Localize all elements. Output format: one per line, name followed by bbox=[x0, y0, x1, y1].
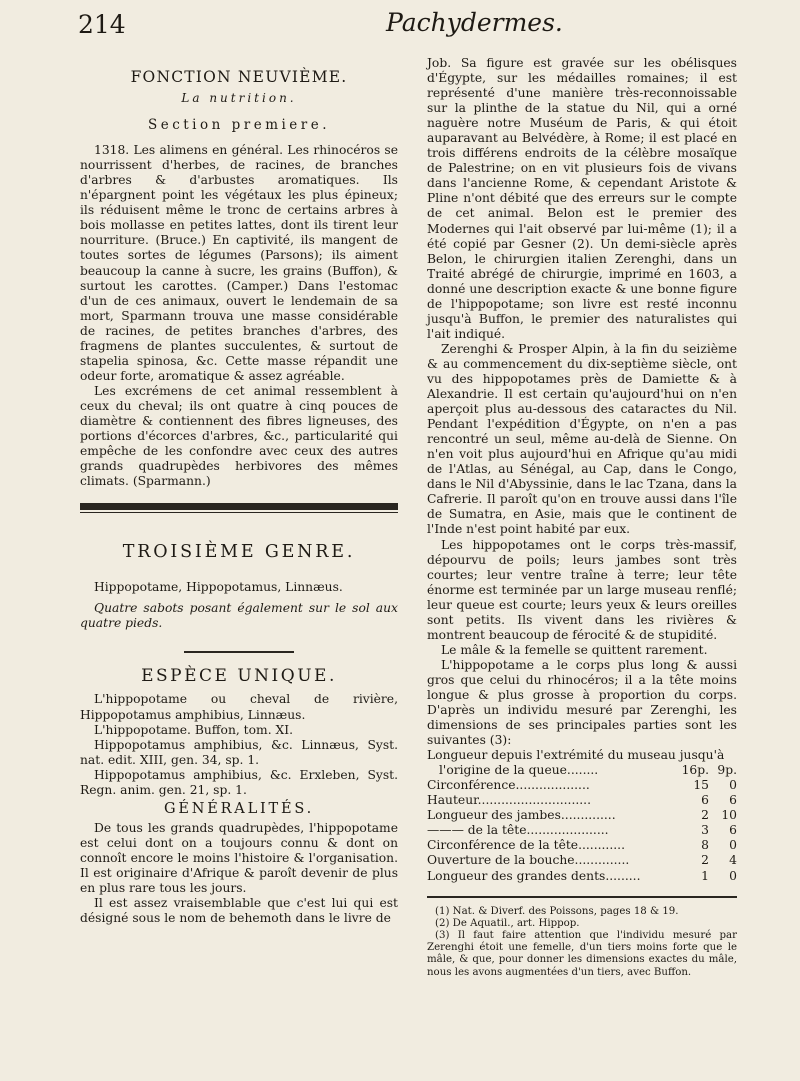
synonym-3: Hippopotamus amphibius, &c. Linnæus, Syst. nat. edit. XIII, gen. 34, sp. 1. bbox=[80, 737, 398, 767]
paragraph-aliments: 1318. Les alimens en général. Les rhinocéros se nourrissent d'herbes, de racines, de branches d'arbres & d'arbustes aromatiques. Ils n'épargnent point les végétaux les plus épineux; ils réduisent même le tronc de certains arbres à bois mollasse en petites lattes, dont ils tirent leur nourriture. (Bruce.) En captivité, ils mangent de toutes sortes de légumes (Parsons); ils aiment beaucoup la canne à sucre, les grains (Buffon), & surtout les carottes. (Camper.) Dans l'estomac d'un de ces animaux, ouvert le lendemain de sa mort, Sparmann trouva une masse considérable de racines, de petites branches d'arbres, des fragmens de plantes succulentes, & surtout de stapelia spinosa, &c. Cette masse répandit une odeur forte, aromatique & assez agréable. bbox=[80, 143, 398, 383]
paragraph-male-female: Le mâle & la femelle se quittent rarement. bbox=[441, 642, 708, 657]
short-rule bbox=[184, 651, 294, 653]
left-column bbox=[80, 56, 398, 926]
heading-species: ESPÈCE UNIQUE. bbox=[141, 666, 337, 687]
dim-inches: 0 bbox=[729, 778, 737, 793]
paragraph-history: Job. Sa figure est gravée sur les obélisques d'Égypte, sur les médailles romaines; il est représenté d'une manière très-reconnoissable sur la plinthe de la statue du Nil, qui a orné naguère notre Muséum de Paris, & qui étoit auparavant au Belvédère, à Rome; il est placé en trois différens endroits de la célèbre mosaïque de Palestrine; on en vit plusieurs fois de vivans dans l'ancienne Rome, & cependant Aristote & Pline n'ont débité que des erreurs sur le compte de cet animal. Belon est le premier des Modernes qui l'ait observé par lui-même (1); il a été copié par Gesner (2). Un demi-siècle après Belon, le chirurgien italien Zerenghi, dans un Traité abrégé de chirurgie, imprimé en 1603, a donné une description exacte & une bonne figure de l'hippopotame; son livre est resté inconnu jusqu'à Buffon, le premier des naturalistes qui l'ait indiqué. bbox=[427, 56, 737, 341]
dim-feet: 6 bbox=[701, 793, 709, 808]
dimensions-table bbox=[427, 763, 737, 883]
dim-label: Longueur des jambes.............. bbox=[427, 808, 616, 823]
dim-inches: 10 bbox=[721, 808, 737, 823]
table-row bbox=[427, 869, 737, 884]
dim-label: l'origine de la queue........ bbox=[439, 763, 599, 778]
table-row bbox=[427, 823, 737, 838]
table-row bbox=[427, 838, 737, 853]
dim-inches: 6 bbox=[729, 823, 737, 838]
dim-feet: 1 bbox=[701, 868, 709, 883]
footnote-1: (1) Nat. & Diverf. des Poissons, pages 18 & 19. bbox=[435, 905, 679, 917]
genus-description: Quatre sabots posant également sur le sol aux quatre pieds. bbox=[80, 601, 398, 631]
dim-inches: 6 bbox=[729, 793, 737, 808]
heading-fonction: FONCTION NEUVIÈME. bbox=[130, 68, 348, 86]
synonym-2: L'hippopotame. Buffon, tom. XI. bbox=[94, 722, 294, 737]
dim-inches: 4 bbox=[729, 853, 737, 868]
footnotes bbox=[427, 906, 737, 979]
running-title: Pachydermes. bbox=[386, 8, 563, 37]
dim-label: Ouverture de la bouche.............. bbox=[427, 853, 630, 868]
genus-line: Hippopotame, Hippopotamus, Linnæus. bbox=[94, 580, 343, 595]
section-rule-thin bbox=[80, 512, 398, 513]
paragraph-excremens: Les excrémens de cet animal ressemblent à ceux du cheval; ils ont quatre à cinq pouces de diamètre & contiennent des fibres ligneuses, des portions d'écorces d'arbres, &c., particularité qui empêche de les confondre avec ceux des autres grands quadrupèdes herbivores des mêmes climats. (Sparmann.) bbox=[80, 383, 398, 489]
paragraph-dimensions-intro: L'hippopotame a le corps plus long & aussi gros que celui du rhinocéros; il a la tête moins longue & plus grosse à proportion du corps. D'après un individu mesuré par Zerenghi, les dimensions de ses principales parties sont les suivantes (3): bbox=[427, 657, 737, 748]
paragraph-generalites: De tous les grands quadrupèdes, l'hippopotame est celui dont on a toujours connu & dont on connoît encore le moins l'histoire & l'organisation. Il est originaire d'Afrique & paroît devenir de plus en plus rare tous les jours. bbox=[80, 820, 398, 896]
table-row bbox=[427, 793, 737, 808]
paragraph-distribution: Zerenghi & Prosper Alpin, à la fin du seizième & au commencement du dix-septième siècle, ont vu des hippopotames près de Damiette & à Alexandrie. Il est certain qu'aujourd'hui on n'en aperçoit plus au-dessous des cataractes du Nil. Pendant l'expédition d'Égypte, on n'en a pas rencontré un seul, même au-delà de Sienne. On n'en voit plus aujourd'hui en Afrique qu'au midi de l'Atlas, au Sénégal, au Cap, dans le Congo, dans le Nil d'Abyssinie, dans le lac Tzana, dans la Cafrerie. Il paroît qu'on en trouve aussi dans l'île de Sumatra, en Asie, mais que le continent de l'Inde n'est point habité par eux. bbox=[427, 341, 737, 537]
dim-label: Circonférence................... bbox=[427, 778, 590, 793]
table-row bbox=[427, 763, 737, 778]
dim-label: Longueur des grandes dents......... bbox=[427, 868, 641, 883]
dim-feet: 3 bbox=[701, 823, 709, 838]
page-header bbox=[78, 6, 728, 50]
right-column bbox=[427, 56, 737, 979]
dim-inches: 0 bbox=[729, 868, 737, 883]
dim-label: Circonférence de la tête............ bbox=[427, 838, 625, 853]
section-rule-thick bbox=[80, 503, 398, 510]
table-row bbox=[427, 778, 737, 793]
page-number: 214 bbox=[78, 10, 126, 39]
dim-inches: 9p. bbox=[717, 763, 737, 778]
synonym-4: Hippopotamus amphibius, &c. Erxleben, Syst. Regn. anim. gen. 21, sp. 1. bbox=[80, 767, 398, 797]
dim-feet: 16p. bbox=[681, 763, 709, 778]
dim-label: ——— de la tête..................... bbox=[427, 823, 609, 838]
synonym-1: L'hippopotame ou cheval de rivière, Hippopotamus amphibius, Linnæus. bbox=[80, 692, 398, 722]
table-row bbox=[427, 808, 737, 823]
dimensions-heading: Longueur depuis l'extrémité du museau jusqu'à bbox=[427, 748, 725, 763]
footnote-3: (3) Il faut faire attention que l'individu mesuré par Zerenghi étoit une femelle, d'un tiers moins forte que le mâle, & que, pour donner les dimensions exactes du mâle, nous les avons augmentées d'un tiers, avec Buffon. bbox=[427, 929, 737, 978]
paragraph-behemoth: Il est assez vraisemblable que c'est lui qui est désigné sous le nom de behemoth dans le livre de bbox=[80, 896, 398, 926]
heading-generalites: GÉNÉRALITÉS. bbox=[163, 800, 315, 817]
dim-feet: 2 bbox=[701, 853, 709, 868]
footnote-rule bbox=[427, 896, 737, 898]
dim-inches: 0 bbox=[729, 838, 737, 853]
dim-feet: 2 bbox=[701, 808, 709, 823]
dim-feet: 15 bbox=[693, 778, 709, 793]
dim-feet: 8 bbox=[701, 838, 709, 853]
table-row bbox=[427, 853, 737, 868]
heading-genre: TROISIÈME GENRE. bbox=[122, 542, 356, 563]
dim-label: Hauteur............................. bbox=[427, 793, 591, 808]
heading-nutrition: La nutrition. bbox=[181, 91, 297, 106]
footnote-2: (2) De Aquatil., art. Hippop. bbox=[435, 917, 580, 929]
paragraph-description: Les hippopotames ont le corps très-massif, dépourvu de poils; leurs jambes sont très courtes; leur ventre traîne à terre; leur tête énorme est terminée par un large museau renflé; leur queue est courte; leurs yeux & leurs oreilles sont petits. Ils vivent dans les rivières & montrent beaucoup de férocité & de stupidité. bbox=[427, 537, 737, 642]
heading-section: Section premiere. bbox=[147, 117, 331, 134]
